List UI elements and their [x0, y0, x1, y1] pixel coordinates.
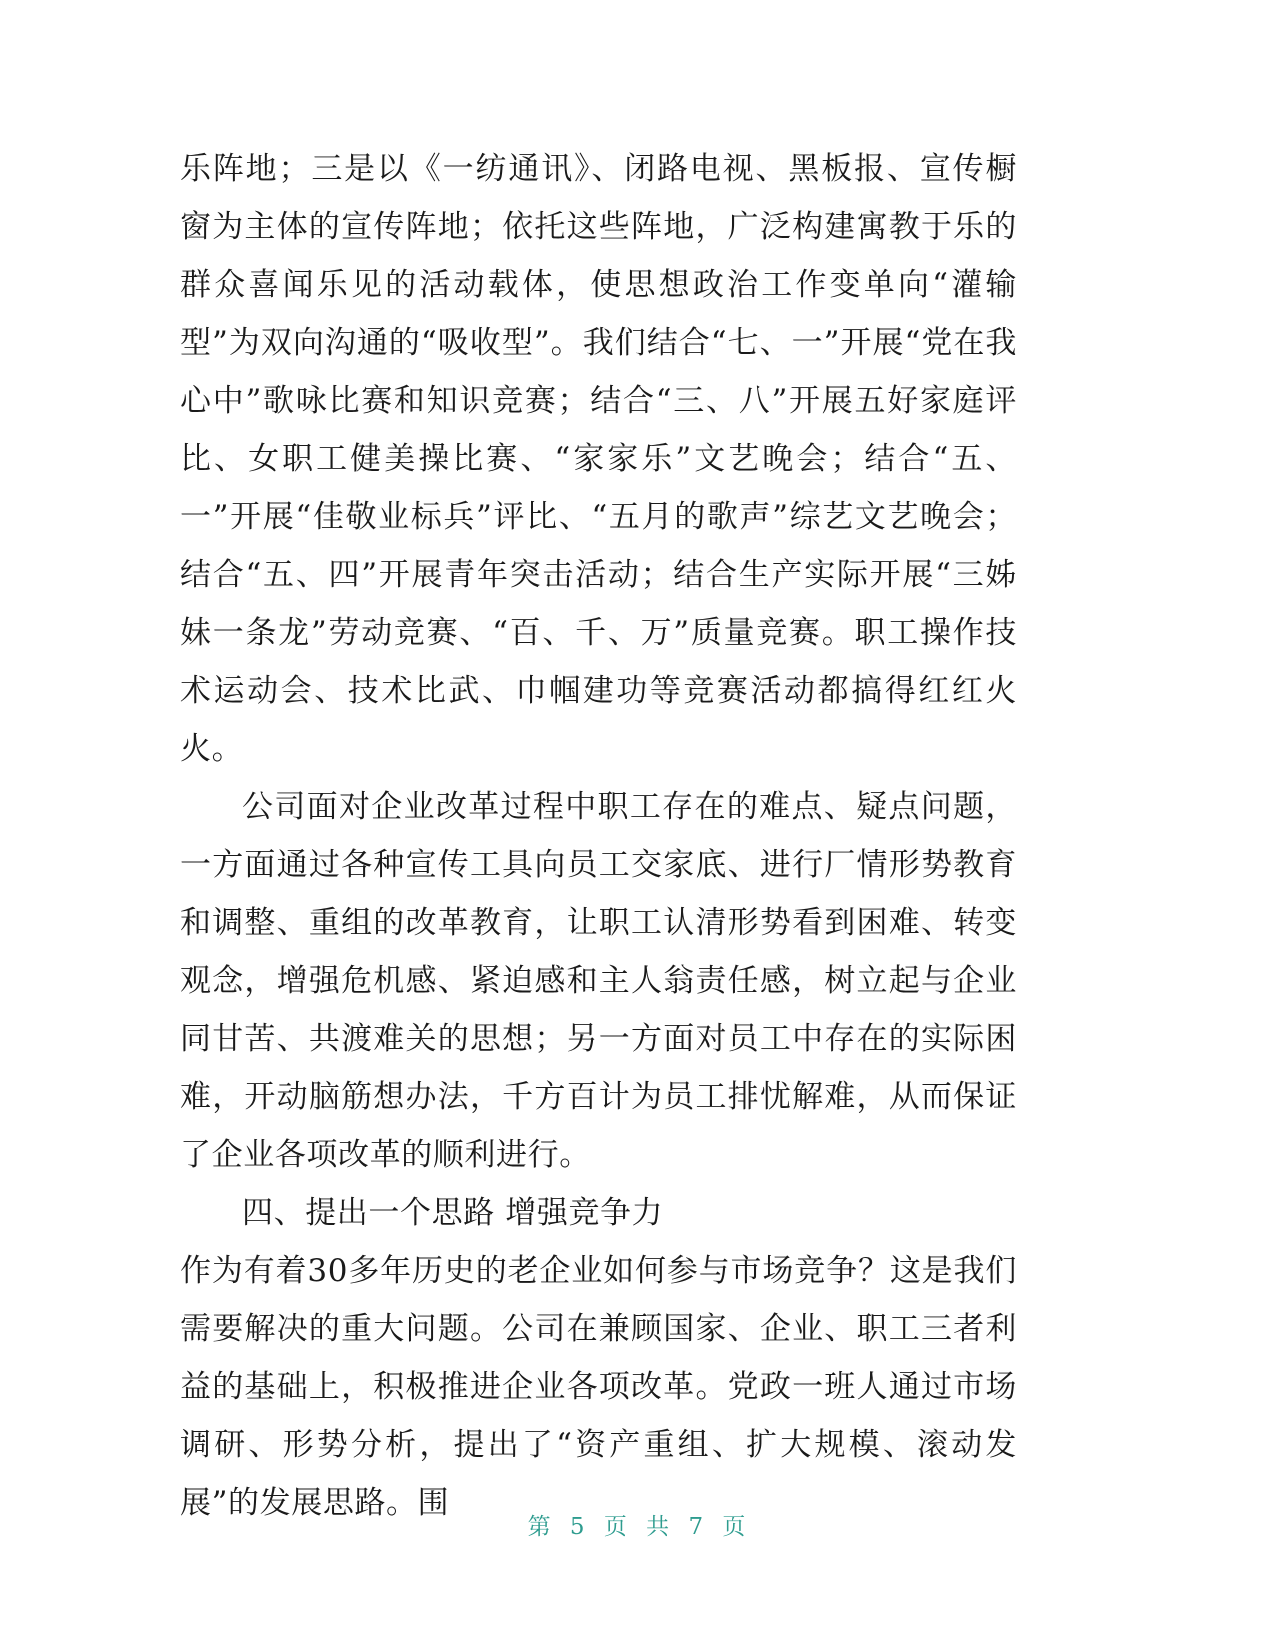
body-paragraph: 乐阵地；三是以《一纺通讯》、闭路电视、黑板报、宣传橱窗为主体的宣传阵地；依托这些阵地，广泛构建寓教于乐的群众喜闻乐见的活动载体，使思想政治工作变单向“灌输型”为双向沟通的“吸收型”。我们结合“七、一”开展“党在我心中”歌咏比赛和知识竞赛；结合“三、八”开展五好家庭评比、女职工健美操比赛、“家家乐”文艺晚会；结合“五、一”开展“佳敬业标兵”评比、“五月的歌声”综艺文艺晚会；结合“五、四”开展青年突击活动；结合生产实际开展“三姊妹一条龙”劳动竞赛、“百、千、万”质量竞赛。职工操作技术运动会、技术比武、巾帼建功等竞赛活动都搞得红红火火。	[180, 151, 1017, 767]
document-body	[180, 140, 1017, 1532]
body-paragraph: 公司面对企业改革过程中职工存在的难点、疑点问题，一方面通过各种宣传工具向员工交家底、进行厂情形势教育和调整、重组的改革教育，让职工认清形势看到困难、转变观念，增强危机感、紧迫感和主人翁责任感，树立起与企业同甘苦、共渡难关的思想；另一方面对员工中存在的实际困难，开动脑筋想办法，千方百计为员工排忧解难，从而保证了企业各项改革的顺利进行。	[180, 789, 1017, 1173]
body-paragraph: 作为有着30多年历史的老企业如何参与市场竞争？这是我们需要解决的重大问题。公司在兼顾国家、企业、职工三者利益的基础上，积极推进企业各项改革。党政一班人通过市场调研、形势分析，提出了“资产重组、扩大规模、滚动发展”的发展思路。围	[180, 1253, 1017, 1521]
page-number-footer: 第 5 页 共 7 页	[527, 1514, 748, 1540]
section-heading: 四、提出一个思路 增强竞争力	[242, 1195, 664, 1231]
